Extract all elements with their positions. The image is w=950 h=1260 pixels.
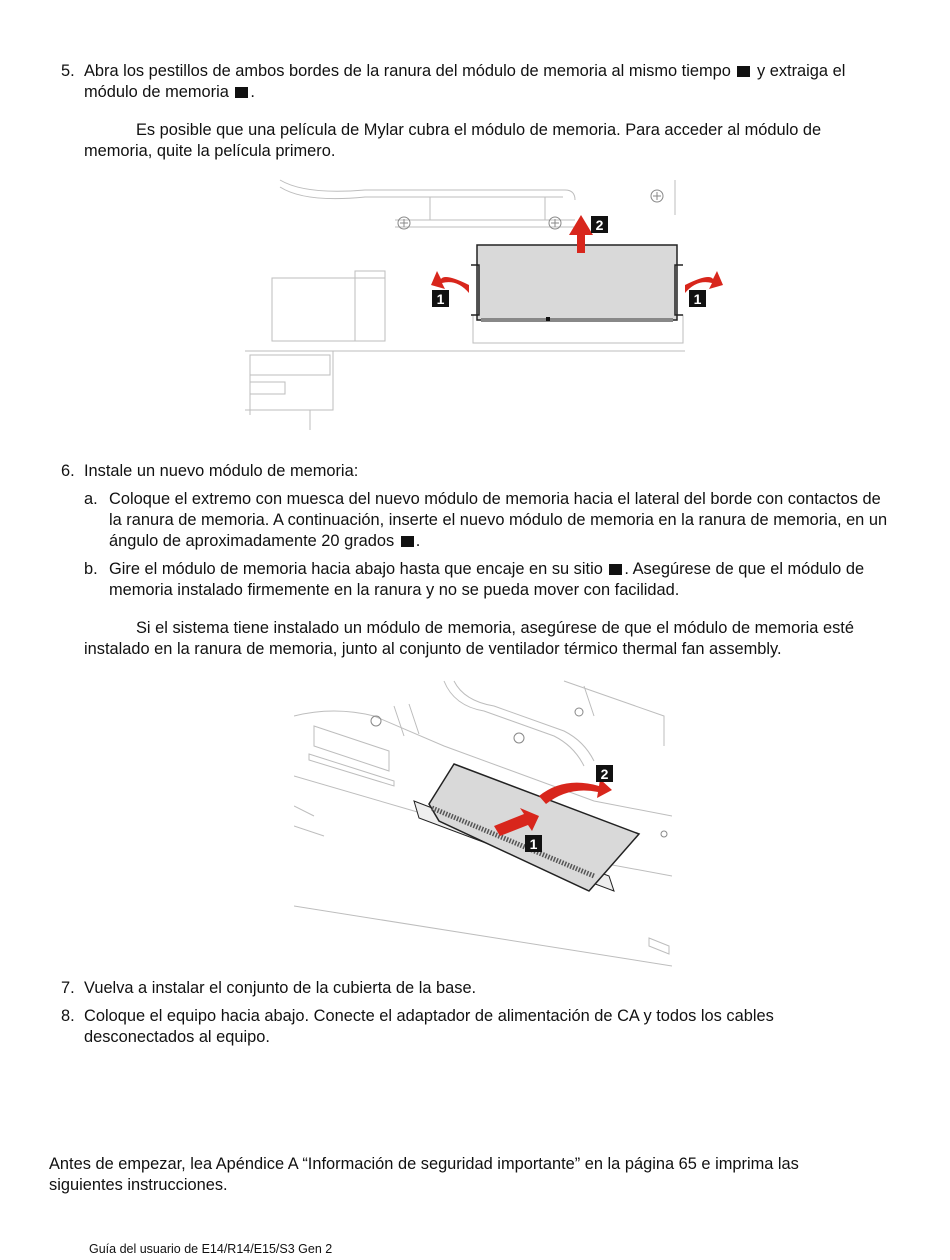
step-5-number: 5.: [61, 62, 75, 80]
callout-2: 2: [600, 766, 609, 782]
callout-2-marker: [235, 87, 248, 98]
page-footer: Guía del usuario de E14/R14/E15/S3 Gen 2: [89, 1242, 333, 1256]
latch-arrow-left: [431, 271, 469, 293]
step-7-number: 7.: [61, 979, 75, 997]
memory-module: [477, 245, 677, 320]
callout-1: 1: [529, 836, 538, 852]
step-6b-label: b.: [84, 560, 98, 578]
step-6-number: 6.: [61, 462, 75, 480]
callout-1-marker: [401, 536, 414, 547]
callout-1-left: 1: [436, 291, 445, 307]
callout-1-marker: [737, 66, 750, 77]
callout-1-right: 1: [693, 291, 702, 307]
step-6a-label: a.: [84, 490, 98, 508]
install-memory-illustration: [294, 676, 672, 968]
step-5-note: Es posible que una película de Mylar cubra el módulo de memoria. Para acceder al módulo de memoria, quite la película primero.: [84, 121, 822, 160]
latch-arrow-right: [685, 271, 723, 293]
step-6-text: Instale un nuevo módulo de memoria:: [84, 462, 359, 480]
rotate-arrow: [539, 779, 612, 804]
step-6b-text: Gire el módulo de memoria hacia abajo hasta que encaje en su sitio . Asegúrese de que el módulo de memoria instalado firmemente en la ranura y no se pueda mover con facilidad.: [109, 560, 865, 599]
step-7-text: Vuelva a instalar el conjunto de la cubierta de la base.: [84, 979, 477, 997]
step-5-text: Abra los pestillos de ambos bordes de la ranura del módulo de memoria al mismo tiempo y extraiga el módulo de memoria .: [84, 62, 846, 101]
step-8-text: Coloque el equipo hacia abajo. Conecte el adaptador de alimentación de CA y todos los cables desconectados al equipo.: [84, 1007, 774, 1046]
callout-2: 2: [595, 217, 604, 233]
memory-module: [429, 764, 639, 891]
safety-paragraph: Antes de empezar, lea Apéndice A “Información de seguridad importante” en la página 65 e imprima las siguientes instrucciones.: [49, 1155, 799, 1194]
callout-2-marker: [609, 564, 622, 575]
step-6a-text: Coloque el extremo con muesca del nuevo módulo de memoria hacia el lateral del borde con contactos de la ranura de memoria. A continuación, inserte el nuevo módulo de memoria en la ranura de memoria, en un ángulo de aproximadamente 20 grados .: [109, 490, 888, 550]
remove-memory-illustration: [245, 175, 725, 430]
step-8-number: 8.: [61, 1007, 75, 1025]
step-6-note: Si el sistema tiene instalado un módulo de memoria, asegúrese de que el módulo de memoria esté instalado en la ranura de memoria, junto al conjunto de ventilador térmico thermal fan assembly.: [84, 619, 854, 658]
